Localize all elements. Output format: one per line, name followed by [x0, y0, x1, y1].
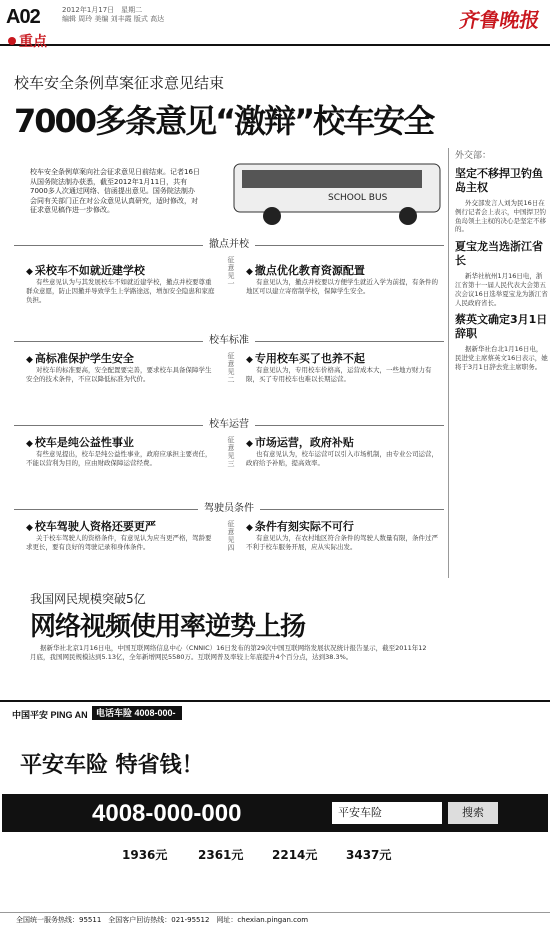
newspaper-logo: 齐鲁晚报 — [457, 8, 542, 32]
article2-kicker: 我国网民规模突破5亿 — [30, 592, 146, 606]
price-tag: 2361元 — [198, 848, 244, 862]
left-subhead: ◆ 校车驾驶人资格还要更严 — [26, 518, 156, 534]
sidebar-body: 外交部发言人刘为民16日在例行记者会上表示，中国捍卫钓鱼岛领土主权的决心是坚定不移的。 — [455, 199, 546, 234]
section-label: 重点 — [8, 31, 47, 51]
right-subhead: ◆ 市场运营，政府补贴 — [246, 434, 354, 450]
page-date: 2012年1月17日 星期二 — [62, 6, 143, 14]
left-subhead: ◆ 高标准保护学生安全 — [26, 350, 134, 366]
right-subhead: ◆ 撤点优化教育资源配置 — [246, 262, 365, 278]
price-row — [2, 842, 548, 904]
insurance-ad[interactable] — [0, 700, 550, 924]
price-tag: 2214元 — [272, 848, 318, 862]
ad-phone-big: 4008-000-000 — [92, 800, 242, 827]
price-tag: 1936元 — [122, 848, 168, 862]
section-vlabel: 征意见二 — [227, 352, 235, 384]
ad-slogan: 平安车险 特省钱！ — [20, 753, 204, 778]
article-headline: 7000多条意见“激辩”校车安全 — [14, 102, 434, 140]
article2-body: 据新华社北京1月16日电，中国互联网络信息中心（CNNIC）16日发布的第29次中国互联网络发展状况统计报告显示，截至2011年12月底，我国网民规模达到5.13亿，全年新增网民5580万。互联网普及率较上年底提升4个百分点，达到38.3%。 — [30, 644, 427, 661]
left-body: 有些意见提出，校车是纯公益性事业，政府应承担主要责任，不能以营利为目的，应由财政保障运营经费。 — [26, 450, 212, 467]
search-input[interactable]: 平安车险 — [332, 802, 442, 824]
sidebar-title: 夏宝龙当选浙江省长 — [455, 240, 543, 268]
left-subhead: ◆ 采校车不如就近建学校 — [26, 262, 145, 278]
article-lead: 校车安全条例草案向社会征求意见日前结束。记者16日从国务院法制办获悉，截至2012年1月11日，共有7000多人次通过网络、信函提出意见。国务院法制办会同有关部门正在对公众意见认真研究，适时修改，对征求意见稿作进一步修改。 — [30, 168, 200, 214]
right-body: 有意见认为，专用校车价格高，运营成本大，一些地方财力有限，买了专用校车也难以长期运营。 — [246, 366, 432, 383]
sidebar-body: 新华社杭州1月16日电，浙江省第十一届人民代表大会第五次会议16日选举夏宝龙为浙江省人民政府省长。 — [455, 272, 548, 307]
school-bus-photo — [228, 158, 450, 228]
section-bar: 驾驶员条件 — [14, 502, 444, 516]
section-vlabel: 征意见三 — [227, 436, 235, 468]
sidebar-title: 蔡英文确定3月1日辞职 — [455, 313, 548, 341]
right-body: 有意见认为，撤点并校要以方便学生就近入学为前提，有条件的地区可以建立寄宿制学校，保障学生安全。 — [246, 278, 438, 295]
left-body: 对校车的标准要高，安全配置要完善，要求校车具备保障学生安全的技术条件，不应以降低标准为代价。 — [26, 366, 212, 383]
section-bar: 撤点并校 — [14, 238, 444, 252]
article-kicker: 校车安全条例草案征求意见结束 — [14, 74, 225, 92]
left-subhead: ◆ 校车是纯公益性事业 — [26, 434, 134, 450]
sidebar-title: 坚定不移捍卫钓鱼岛主权 — [455, 167, 543, 194]
page-meta — [62, 6, 164, 24]
page-editors: 编辑 周玲 美编 刘丰霞 版式 高达 — [62, 15, 165, 23]
section-bar: 校车运营 — [14, 418, 444, 432]
ad-phone-top: 电话车险 4008-000-000 — [92, 706, 182, 720]
page-header — [0, 0, 550, 50]
right-subhead: ◆ 条件有刻实际不可行 — [246, 518, 354, 534]
right-subhead: ◆ 专用校车买了也养不起 — [246, 350, 365, 366]
right-body: 有意见认为，在农村地区符合条件的驾驶人数量有限，条件过严不利于校车服务开展，应从实际出发。 — [246, 534, 438, 551]
right-body: 也有意见认为，校车运营可以引入市场机制，由专业公司运营，政府给予补贴，提高效率。 — [246, 450, 438, 467]
section-vlabel: 征意见一 — [227, 256, 235, 288]
search-button[interactable]: 搜索 — [448, 802, 498, 824]
sidebar-body: 据新华社台北1月16日电，民进党主席蔡英文16日表示，她将于3月1日辞去党主席职务。 — [455, 345, 548, 371]
article2-headline: 网络视频使用率逆势上扬 — [30, 612, 306, 642]
page-number: A02 — [6, 6, 40, 28]
ad-footer: 全国统一服务热线：95511 全国客户回访热线：021-95512 网址：chexian.pingan.com — [0, 912, 550, 926]
left-body: 有些意见认为与其发展校车不如就近建学校，撤点并校要尊重群众意愿，防止因撤并导致学生上学路途远，增加安全隐患和家庭负担。 — [26, 278, 215, 304]
section-bar: 校车标准 — [14, 334, 444, 348]
price-tag: 3437元 — [346, 848, 392, 862]
news-sidebar — [448, 148, 548, 578]
ad-phone-bar — [2, 794, 548, 832]
left-body: 关于校车驾驶人的资格条件，有意见认为应当更严格，驾龄要求更长，要有良好的驾驶记录和身体条件。 — [26, 534, 212, 551]
section-vlabel: 征意见四 — [227, 520, 235, 552]
svg-text:SCHOOL BUS: SCHOOL BUS — [328, 193, 388, 203]
sidebar-tag: 外交部： — [455, 151, 492, 161]
ad-brand: 中国平安 PING AN — [12, 710, 88, 720]
